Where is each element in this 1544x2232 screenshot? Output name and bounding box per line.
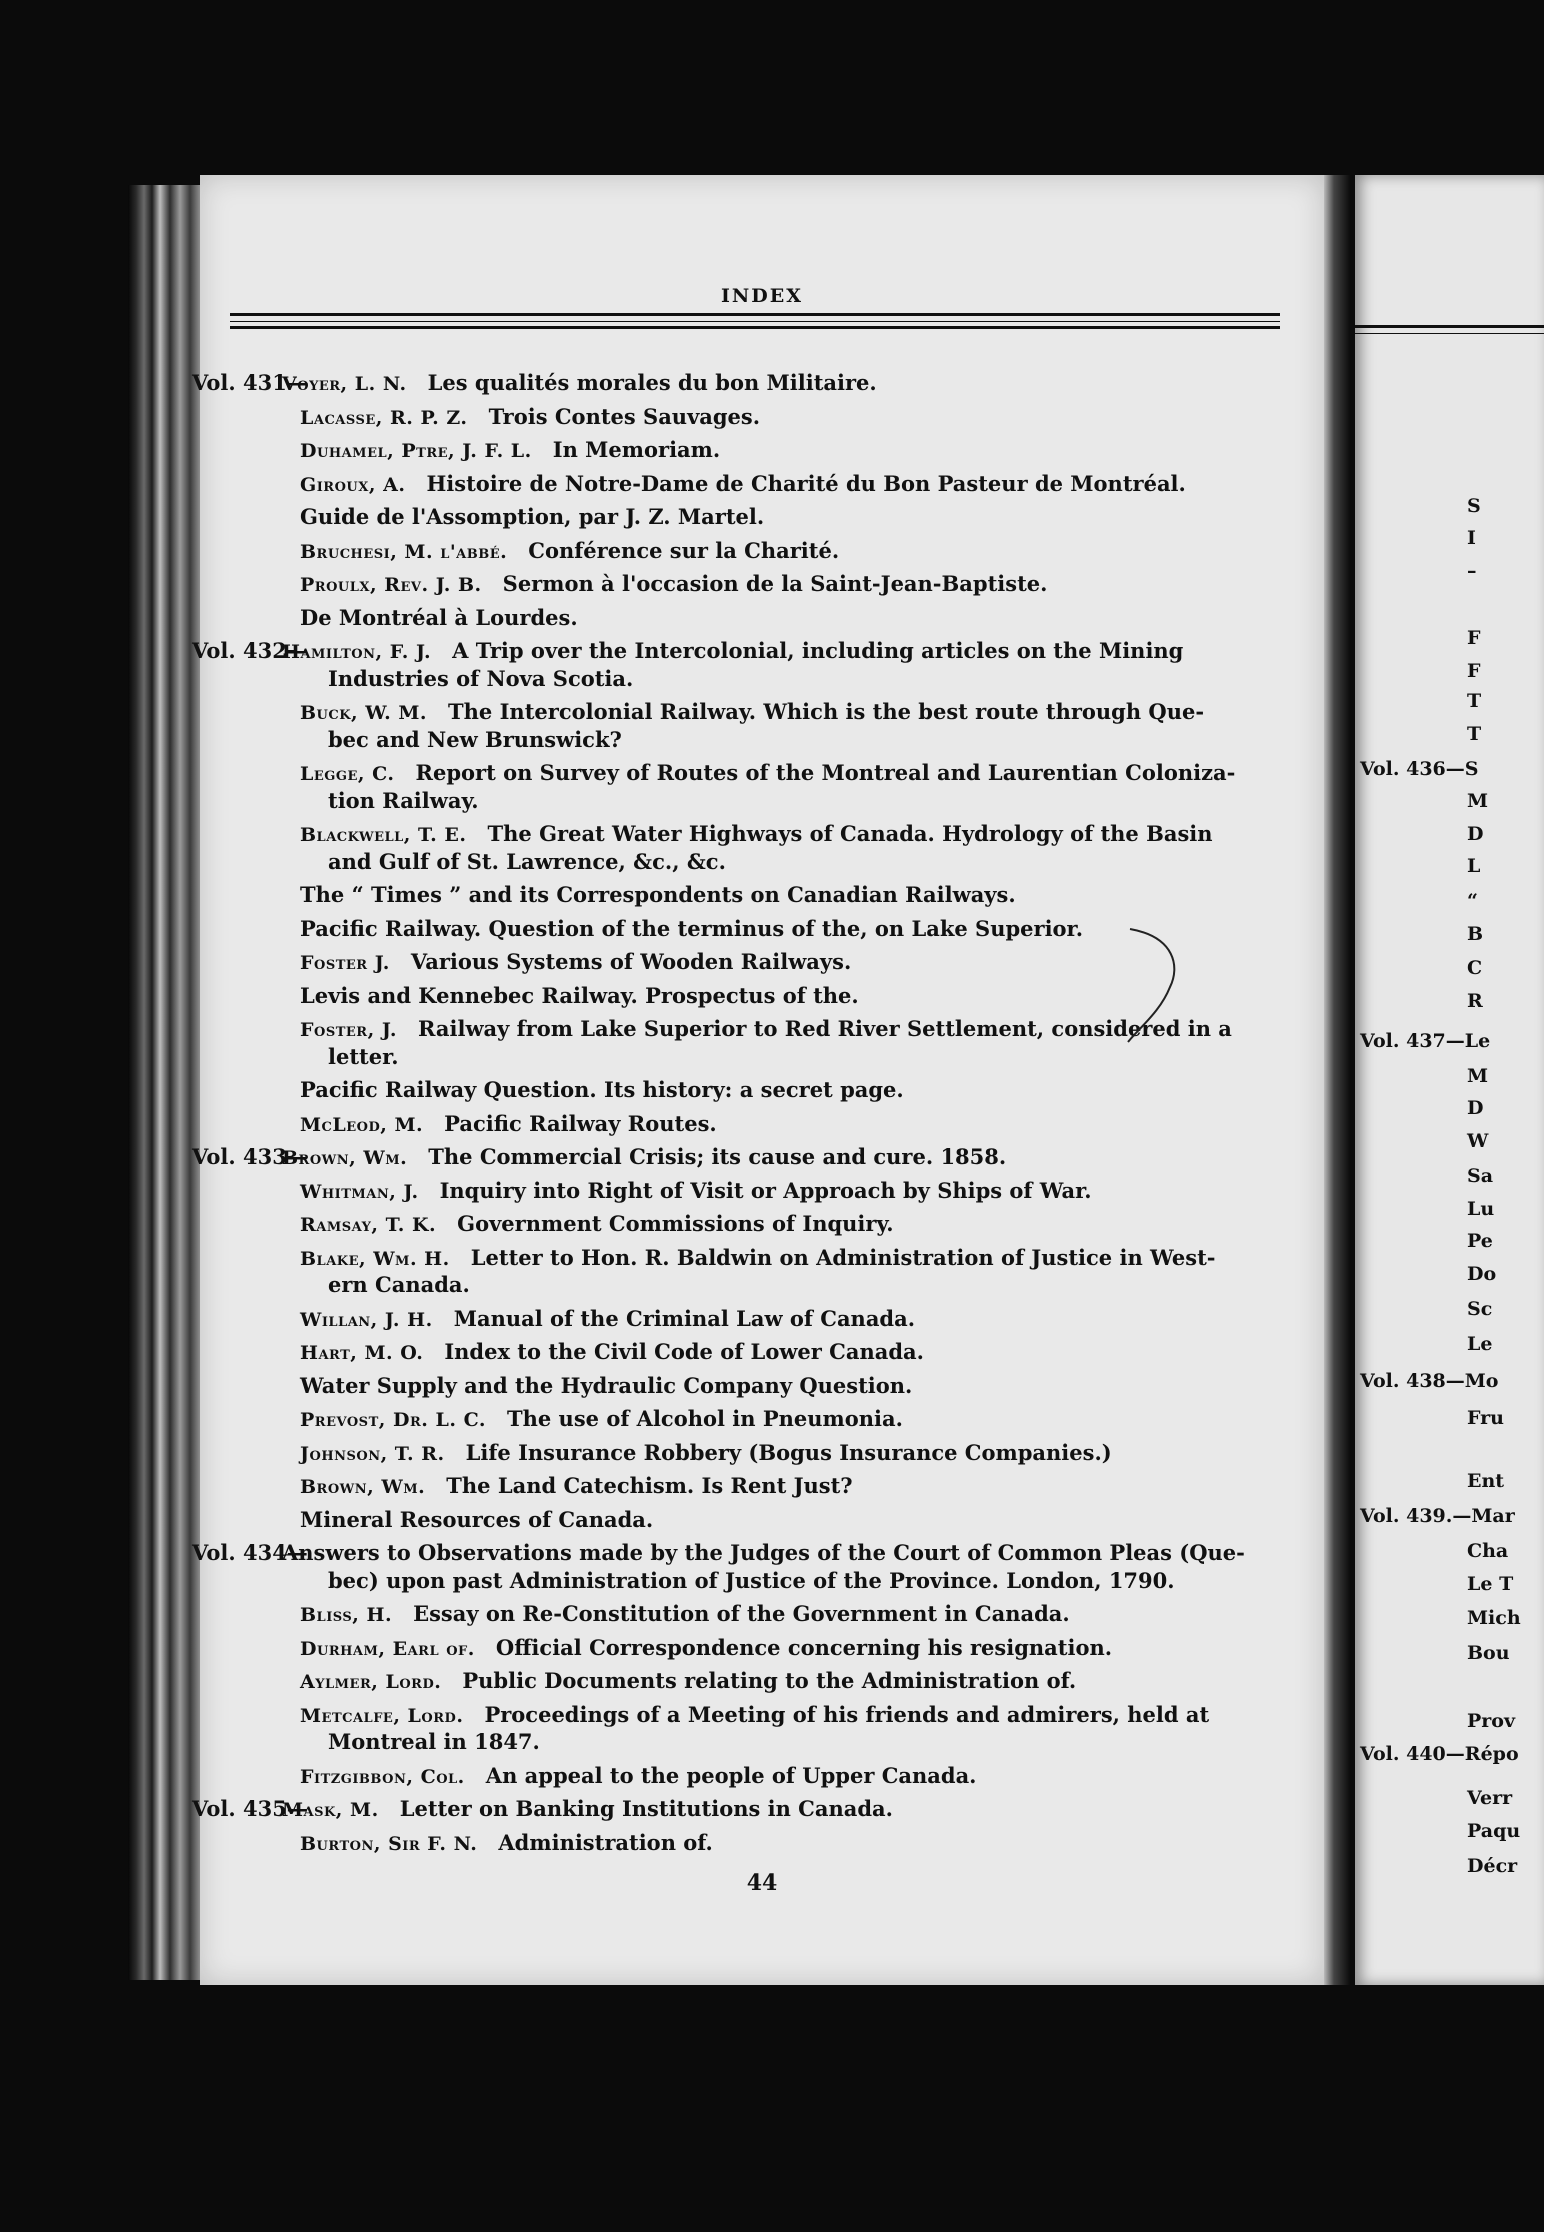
entry-title: Pacific Railway. Question of the terminus of the, on Lake Superior. <box>300 915 1084 941</box>
author-name: Durham, Earl of. <box>300 1637 475 1660</box>
entry-title: A Trip over the Intercolonial, including articles on the Mining <box>452 638 1184 663</box>
index-entry <box>300 1111 717 1138</box>
index-entry <box>192 638 1184 665</box>
facing-page-text: Paqu <box>1467 1820 1521 1842</box>
entry-title: Sermon à l'occasion de la Saint-Jean-Baptiste. <box>502 571 1048 596</box>
index-entry <box>192 1796 893 1823</box>
author-name: Proulx, Rev. J. B. <box>300 574 482 596</box>
index-entry <box>300 1763 977 1790</box>
index-entry <box>300 1306 915 1333</box>
facing-page-text: Vol. 440—Répo <box>1360 1743 1519 1765</box>
entry-title: Pacific Railway Routes. <box>444 1110 717 1136</box>
entry-title: De Montréal à Lourdes. <box>300 604 578 630</box>
entry-title: Levis and Kennebec Railway. Prospectus of the. <box>300 982 859 1008</box>
index-entry <box>300 571 1047 598</box>
author-name: Fitzgibbon, Col. <box>300 1765 465 1788</box>
entry-continuation: bec) upon past Administration of Justice of the Province. London, 1790. <box>328 1567 1175 1593</box>
index-entry <box>300 605 578 631</box>
facing-page-text: Lu <box>1467 1198 1495 1220</box>
entry-title: Les qualités morales du bon Militaire. <box>427 370 877 395</box>
entry-continuation: Montreal in 1847. <box>328 1729 540 1754</box>
author-name: Johnson, T. R. <box>300 1442 445 1465</box>
entry-title: Railway from Lake Superior to Red River Settlement, considered in a <box>417 1016 1232 1041</box>
facing-page-text: M <box>1467 1065 1489 1087</box>
volume-number: Vol. 432— <box>192 638 308 663</box>
entry-title: The Commercial Crisis; its cause and cure. 1858. <box>428 1144 1007 1169</box>
author-name: Buck, W. M. <box>300 702 428 724</box>
entry-title: Manual of the Criminal Law of Canada. <box>453 1305 916 1331</box>
volume-number: Vol. 431— <box>192 370 308 395</box>
index-entry <box>300 1440 1112 1467</box>
facing-page-text: T <box>1467 690 1482 712</box>
entry-continuation: ern Canada. <box>328 1272 470 1297</box>
index-entry <box>300 1473 853 1500</box>
entry-title: Histoire de Notre-Dame de Charité du Bon Pasteur de Montréal. <box>426 470 1186 496</box>
page-gutter <box>1324 175 1350 1985</box>
author-name: Blake, Wm. H. <box>300 1247 450 1270</box>
entry-title: An appeal to the people of Upper Canada. <box>485 1762 977 1788</box>
entry-title: Pacific Railway Question. Its history: a secret page. <box>300 1077 904 1102</box>
facing-page-text: Mich <box>1467 1607 1521 1629</box>
index-entry <box>300 1668 1076 1695</box>
author-name: Giroux, A. <box>300 473 406 496</box>
entry-title: Answers to Observations made by the Judges of the Court of Common Pleas (Que- <box>282 1540 1245 1565</box>
entry-title: The Great Water Highways of Canada. Hydrology of the Basin <box>487 821 1213 846</box>
entry-title: The use of Alcohol in Pneumonia. <box>506 1406 903 1431</box>
facing-page-text: S <box>1467 495 1481 517</box>
index-entry <box>300 1635 1112 1662</box>
facing-page-text: Do <box>1467 1263 1497 1285</box>
entry-continuation: bec and New Brunswick? <box>328 726 622 752</box>
facing-page-text: Le <box>1467 1333 1493 1355</box>
facing-page-text: F <box>1467 660 1481 682</box>
entry-title: Water Supply and the Hydraulic Company Question. <box>300 1372 913 1398</box>
entry-title: Public Documents relating to the Administration of. <box>462 1668 1077 1693</box>
entry-title: Conférence sur la Charité. <box>528 537 840 563</box>
entry-title: Guide de l'Assomption, par J. Z. Martel. <box>300 504 765 529</box>
entry-title: The “ Times ” and its Correspondents on Canadian Railways. <box>300 882 1016 907</box>
author-name: Aylmer, Lord. <box>300 1671 442 1693</box>
entry-title: Administration of. <box>498 1829 713 1855</box>
index-entry <box>300 1507 653 1533</box>
author-name: Duhamel, Ptre, J. F. L. <box>300 440 532 462</box>
book-binding <box>128 185 208 1980</box>
entry-title: Letter to Hon. R. Baldwin on Administration of Justice in West- <box>470 1244 1216 1270</box>
facing-page-text: “ <box>1467 890 1478 912</box>
index-entry <box>300 1406 903 1433</box>
index-entry <box>300 699 1204 726</box>
facing-page-text: Bou <box>1467 1642 1510 1664</box>
header-rule-mid <box>230 321 1280 322</box>
index-entry <box>300 949 851 976</box>
facing-page-text: B <box>1467 923 1484 945</box>
facing-page-text: Verr <box>1467 1787 1513 1809</box>
author-name: Burton, Sir F. N. <box>300 1832 478 1855</box>
author-name: Ramsay, T. K. <box>300 1214 437 1236</box>
facing-page-text: L <box>1467 855 1481 877</box>
entry-title: Report on Survey of Routes of the Montreal and Laurentian Coloniza- <box>415 760 1236 785</box>
author-name: Brown, Wm. <box>282 1147 408 1169</box>
index-entry <box>300 1601 1070 1628</box>
facing-page-text: Vol. 438—Mo <box>1360 1370 1499 1392</box>
index-entry <box>300 882 1016 908</box>
page-number: 44 <box>746 1870 778 1896</box>
index-entry <box>300 1245 1216 1272</box>
author-name: Whitman, J. <box>300 1180 419 1203</box>
author-name: Blackwell, T. E. <box>300 824 467 846</box>
index-entry <box>300 760 1235 787</box>
entry-continuation: letter. <box>328 1043 399 1069</box>
entry-continuation: tion Railway. <box>328 787 479 813</box>
author-name: Brown, Wm. <box>300 1476 426 1498</box>
entry-continuation: and Gulf of St. Lawrence, &c., &c. <box>328 848 726 874</box>
entry-title: The Intercolonial Railway. Which is the best route through Que- <box>448 699 1205 724</box>
entry-title: Letter on Banking Institutions in Canada. <box>399 1796 893 1821</box>
facing-header-rule-thin <box>1355 333 1544 334</box>
facing-page-text: Prov <box>1467 1710 1516 1732</box>
facing-page-text: M <box>1467 790 1489 812</box>
entry-title: Proceedings of a Meeting of his friends and admirers, held at <box>484 1701 1210 1727</box>
index-entry <box>300 1016 1232 1043</box>
index-entry <box>300 1373 912 1399</box>
facing-page-text: Le T <box>1467 1573 1514 1595</box>
author-name: Metcalfe, Lord. <box>300 1704 464 1727</box>
facing-header-rule <box>1355 325 1544 328</box>
index-entry <box>300 1339 924 1366</box>
volume-number: Vol. 435— <box>192 1796 308 1821</box>
facing-page-text: W <box>1467 1130 1489 1152</box>
index-entry <box>300 538 839 565</box>
entry-title: Essay on Re-Constitution of the Government in Canada. <box>413 1601 1070 1626</box>
volume-number: Vol. 434— <box>192 1540 308 1565</box>
index-entry <box>300 1211 894 1238</box>
facing-page-text: Sa <box>1467 1165 1494 1187</box>
index-entry <box>300 437 720 464</box>
volume-number: Vol. 433— <box>192 1144 308 1169</box>
index-entry <box>300 1178 1092 1205</box>
author-name: Hart, M. O. <box>300 1342 424 1364</box>
facing-page-text: D <box>1467 1097 1484 1119</box>
author-name: Bliss, H. <box>300 1604 393 1626</box>
index-entry <box>300 916 1083 942</box>
index-entry <box>192 1540 1245 1566</box>
index-entry <box>300 471 1186 498</box>
index-entry <box>300 821 1213 848</box>
entry-continuation: Industries of Nova Scotia. <box>328 665 634 691</box>
entry-title: The Land Catechism. Is Rent Just? <box>446 1473 853 1498</box>
facing-page-text: C <box>1467 957 1483 979</box>
facing-page-text: I <box>1467 527 1476 549</box>
header-rule-top <box>230 313 1280 316</box>
index-page <box>192 175 1324 1985</box>
entry-title: Index to the Civil Code of Lower Canada. <box>444 1339 924 1364</box>
facing-page-text: F <box>1467 627 1481 649</box>
index-entry <box>300 1702 1209 1729</box>
facing-page-text: Décr <box>1467 1855 1518 1877</box>
facing-page-text: R <box>1467 990 1483 1012</box>
facing-page-text: Pe <box>1467 1230 1493 1252</box>
index-entry <box>300 983 859 1009</box>
index-entry <box>300 1830 713 1857</box>
entry-title: In Memoriam. <box>552 437 721 462</box>
author-name: McLeod, M. <box>300 1113 424 1136</box>
author-name: Willan, J. H. <box>300 1308 433 1331</box>
facing-page-text: Vol. 436—S <box>1360 758 1479 780</box>
index-entry <box>300 404 760 431</box>
index-entry <box>300 1077 904 1103</box>
author-name: Foster, J. <box>300 1019 397 1041</box>
index-entry <box>300 504 764 530</box>
facing-page-text: D <box>1467 823 1484 845</box>
facing-page-text: Vol. 437—Le <box>1360 1030 1491 1052</box>
facing-page-text: Cha <box>1467 1540 1509 1562</box>
author-name: Hamilton, F. J. <box>282 641 432 663</box>
facing-page-fragment <box>1355 175 1544 1985</box>
author-name: Lacasse, R. P. Z. <box>300 406 468 429</box>
entry-title: Trois Contes Sauvages. <box>488 403 761 429</box>
facing-page-text: Vol. 439.—Mar <box>1360 1505 1515 1527</box>
header-rule-bottom <box>230 326 1280 329</box>
author-name: Prevost, Dr. L. C. <box>300 1409 486 1431</box>
facing-page-text: – <box>1467 560 1477 582</box>
entry-title: Official Correspondence concerning his resignation. <box>495 1634 1113 1660</box>
author-name: Mask, M. <box>282 1799 379 1821</box>
entry-title: Government Commissions of Inquiry. <box>457 1211 894 1236</box>
index-entry <box>192 370 877 397</box>
facing-page-text: Ent <box>1467 1470 1505 1492</box>
author-name: Foster J. <box>300 952 390 974</box>
author-name: Legge, C. <box>300 763 395 785</box>
entry-title: Inquiry into Right of Visit or Approach by Ships of War. <box>439 1177 1092 1203</box>
facing-page-text: Sc <box>1467 1298 1493 1320</box>
entry-title: Mineral Resources of Canada. <box>300 1506 654 1532</box>
author-name: Bruchesi, M. l'abbé. <box>300 540 508 563</box>
entry-title: Various Systems of Wooden Railways. <box>410 949 852 974</box>
index-entry <box>192 1144 1007 1171</box>
page-header: INDEX <box>721 285 803 307</box>
facing-page-text: Fru <box>1467 1407 1504 1429</box>
entry-title: Life Insurance Robbery (Bogus Insurance Companies.) <box>465 1439 1112 1465</box>
author-name: Voyer, L. N. <box>282 373 407 395</box>
facing-page-text: T <box>1467 723 1482 745</box>
handwritten-bracket-mark <box>1120 927 1200 1047</box>
